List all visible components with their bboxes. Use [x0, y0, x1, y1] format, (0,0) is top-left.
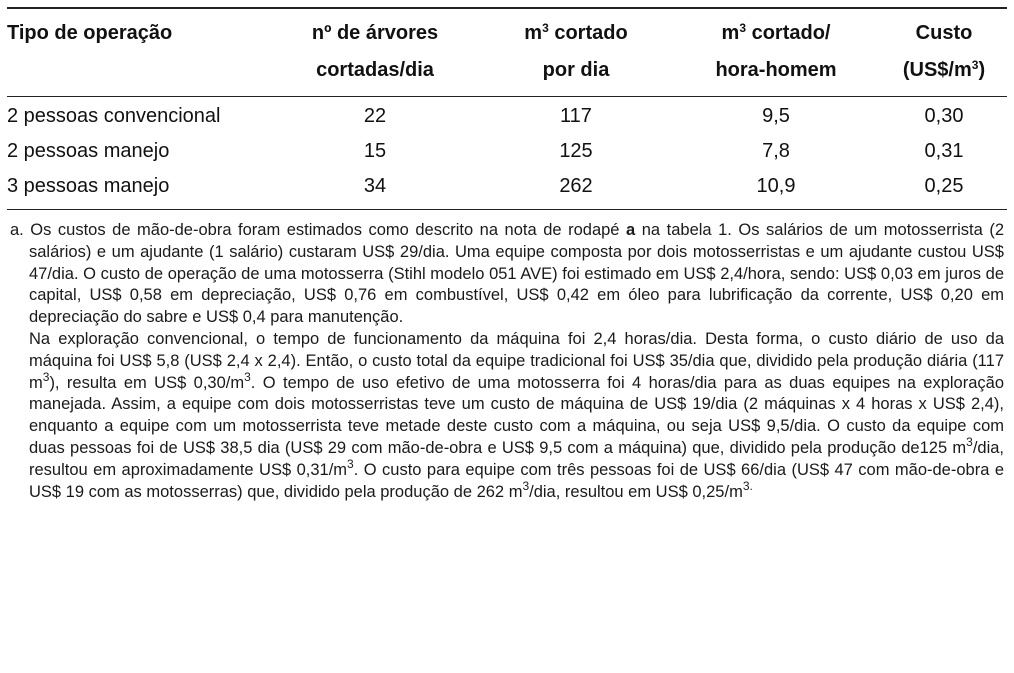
- table-top-rule: [7, 7, 1007, 9]
- cell-m3-hora-homem: 7,8: [762, 140, 790, 162]
- header-m3-hora-homem: $m^3$ cortado/: [721, 21, 831, 44]
- header-tipo-operacao: Tipo de operação: [7, 22, 173, 44]
- cell-custo: 0,30: [924, 105, 964, 127]
- cell-tipo: 2 pessoas convencional: [7, 105, 221, 127]
- header-m3-hora-homem-line2: hora-homem: [715, 59, 837, 81]
- table-header-row-2: [0, 55, 1014, 85]
- cell-arvores: 34: [363, 175, 387, 197]
- cell-m3-dia: 125: [559, 140, 593, 162]
- cell-m3-dia: 262: [559, 175, 593, 197]
- footnote-paragraph-2: Na exploração convencional, o tempo de funcionamento da máquina foi 2,4 horas/dia. Desta forma, o custo diário de uso da máquina foi US$ 5,8 (US$ 2,4 x 2,4). Então, o custo total da equipe tradicional foi US$ 35/dia que, dividido pela produção diária (117 $m^3$), resulta em US$ $0,30/m^3$. O tempo de uso efetivo de uma motosserra foi 4 horas/dia para as duas equipes na exploração manejada. Assim, a equipe com dois motosserristas teve um custo de máquina de US$ 19/dia (2 máquinas x 4 horas x US$ 2,4), enquanto a equipe com um motosserrista teve metade deste custo com a máquina, ou seja US$ 9,5/dia. O custo da equipe com duas pessoas foi de US$ 38,5 dia (US$ 29 com mão-de-obra e US$ 9,5 com a máquina) que, dividido pela produção de125 $m^3$/dia, resultou em aproximadamente US$ $0,31/m^3$. O custo para equipe com três pessoas foi de US$ 66/dia (US$ 47 com mão-de-obra e US$ 19 com as motosserras) que, dividido pela produção de 262 $m^3$/dia, resultou em US$ $0,25/m^{3.}$: [29, 329, 1005, 501]
- table-row: [0, 101, 1014, 131]
- cell-tipo: 3 pessoas manejo: [7, 175, 170, 197]
- table-bottom-rule: [7, 209, 1007, 210]
- footnote-paragraph-1: a. Os custos de mão-de-obra foram estimados como descrito na nota de rodapé a na tabela 1. Os salários de um motosserrista (2 salários) e um ajudante (1 salário) custaram US$ 29/dia. Uma equipe composta por dois motosserristas e um ajudante custou US$ 47/dia. O custo de operação de uma motosserra (Stihl modelo 051 AVE) foi estimado em US$ 2,4/hora, sendo: US$ 0,03 em juros de capital, US$ 0,58 em depreciação, US$ 0,76 em combustível, US$ 0,42 em óleo para lubrificação da corrente, US$ 0,20 em depreciação do sabre e US$ 0,4 para manutenção.: [10, 221, 1004, 327]
- header-m3-cortado: $m^3$ cortado: [524, 21, 628, 44]
- cell-arvores: 15: [363, 140, 387, 162]
- header-custo-line2: $(US\$/m^3)$: [902, 58, 986, 81]
- table-header-rule: [7, 96, 1007, 97]
- cell-custo: 0,31: [924, 140, 964, 162]
- table-row: [0, 171, 1014, 201]
- cell-m3-hora-homem: 10,9: [756, 175, 796, 197]
- table-row: [0, 136, 1014, 166]
- cell-arvores: 22: [363, 105, 387, 127]
- table-header-row-1: [0, 18, 1014, 48]
- cell-m3-dia: 117: [560, 105, 592, 127]
- table-footnote: [10, 220, 1004, 503]
- header-custo: Custo: [915, 22, 973, 44]
- header-arvores-line2: cortadas/dia: [316, 59, 434, 81]
- cell-tipo: 2 pessoas manejo: [7, 140, 170, 162]
- cell-custo: 0,25: [924, 175, 964, 197]
- header-m3-cortado-line2: por dia: [542, 59, 610, 81]
- header-arvores: nº de árvores: [311, 22, 439, 44]
- cell-m3-hora-homem: 9,5: [762, 105, 790, 127]
